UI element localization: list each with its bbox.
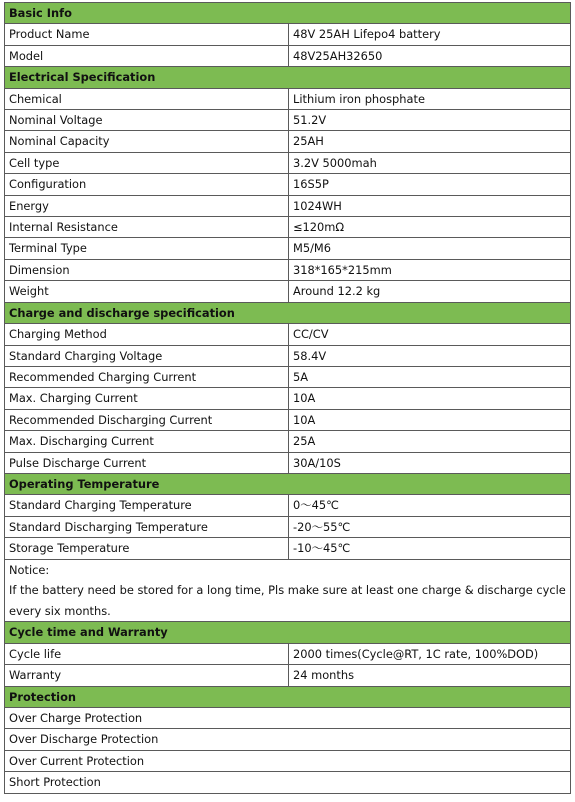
notice-text: If the battery need be stored for a long time, Pls make sure at least one charge & discharge cycle every six months. [9,583,566,618]
table-row [5,152,571,173]
table-row [5,217,571,238]
spec-value: 5A [289,366,571,387]
section-title: Basic Info [5,3,571,24]
spec-label: Product Name [5,24,289,45]
spec-label: Pulse Discharge Current [5,452,289,473]
section-title: Cycle time and Warranty [5,622,571,643]
table-row [5,110,571,131]
table-row [5,409,571,430]
spec-label: Standard Charging Voltage [5,345,289,366]
spec-label: Warranty [5,665,289,686]
spec-label: Internal Resistance [5,217,289,238]
table-row [5,452,571,473]
table-row [5,45,571,66]
spec-table [4,2,571,794]
spec-label: Recommended Discharging Current [5,409,289,430]
table-row [5,281,571,302]
spec-label: Max. Discharging Current [5,431,289,452]
table-row [5,324,571,345]
spec-label: Max. Charging Current [5,388,289,409]
section-title: Operating Temperature [5,473,571,494]
table-row [5,750,571,771]
table-row [5,388,571,409]
spec-label: Standard Charging Temperature [5,495,289,516]
table-row [5,174,571,195]
spec-value: Around 12.2 kg [289,281,571,302]
section-header-warranty [5,622,571,643]
spec-label: Weight [5,281,289,302]
spec-sheet [4,2,570,794]
spec-label: Nominal Capacity [5,131,289,152]
spec-value: 30A/10S [289,452,571,473]
spec-label: Dimension [5,259,289,280]
spec-value: ≤120mΩ [289,217,571,238]
table-row [5,538,571,559]
spec-label: Chemical [5,88,289,109]
section-header-operating-temperature [5,473,571,494]
protection-item: Short Protection [5,772,571,793]
spec-label: Cell type [5,152,289,173]
spec-label: Energy [5,195,289,216]
spec-value: M5/M6 [289,238,571,259]
spec-label: Nominal Voltage [5,110,289,131]
spec-label: Configuration [5,174,289,195]
notice-cell [5,559,571,622]
spec-label: Storage Temperature [5,538,289,559]
spec-value: -20～55℃ [289,516,571,537]
table-row [5,729,571,750]
section-header-basic-info [5,3,571,24]
table-row [5,24,571,45]
spec-value: 24 months [289,665,571,686]
table-row [5,259,571,280]
section-header-electrical [5,67,571,88]
protection-item: Over Current Protection [5,750,571,771]
table-row [5,495,571,516]
table-row [5,431,571,452]
spec-value: 48V 25AH Lifepo4 battery [289,24,571,45]
table-row [5,366,571,387]
table-row [5,345,571,366]
spec-value: 1024WH [289,195,571,216]
table-row [5,707,571,728]
table-row [5,131,571,152]
section-header-protection [5,686,571,707]
table-row [5,772,571,793]
spec-label: Cycle life [5,643,289,664]
spec-value: 3.2V 5000mah [289,152,571,173]
spec-value: 51.2V [289,110,571,131]
spec-label: Model [5,45,289,66]
table-row [5,88,571,109]
spec-value: 58.4V [289,345,571,366]
protection-item: Over Charge Protection [5,707,571,728]
section-title: Electrical Specification [5,67,571,88]
notice-row [5,559,571,622]
spec-label: Terminal Type [5,238,289,259]
spec-label: Recommended Charging Current [5,366,289,387]
notice-label: Notice: [9,562,50,577]
table-row [5,238,571,259]
spec-value: Lithium iron phosphate [289,88,571,109]
spec-value: CC/CV [289,324,571,345]
spec-value: 10A [289,409,571,430]
spec-value: 318*165*215mm [289,259,571,280]
protection-item: Over Discharge Protection [5,729,571,750]
section-header-charge-discharge [5,302,571,323]
spec-value: 10A [289,388,571,409]
table-row [5,665,571,686]
spec-value: 25A [289,431,571,452]
spec-value: 0～45℃ [289,495,571,516]
spec-label: Standard Discharging Temperature [5,516,289,537]
spec-value: 2000 times(Cycle@RT, 1C rate, 100%DOD) [289,643,571,664]
section-title: Charge and discharge specification [5,302,571,323]
spec-value: 48V25AH32650 [289,45,571,66]
table-row [5,643,571,664]
spec-label: Charging Method [5,324,289,345]
table-row [5,516,571,537]
table-row [5,195,571,216]
spec-value: -10～45℃ [289,538,571,559]
spec-value: 16S5P [289,174,571,195]
section-title: Protection [5,686,571,707]
spec-value: 25AH [289,131,571,152]
